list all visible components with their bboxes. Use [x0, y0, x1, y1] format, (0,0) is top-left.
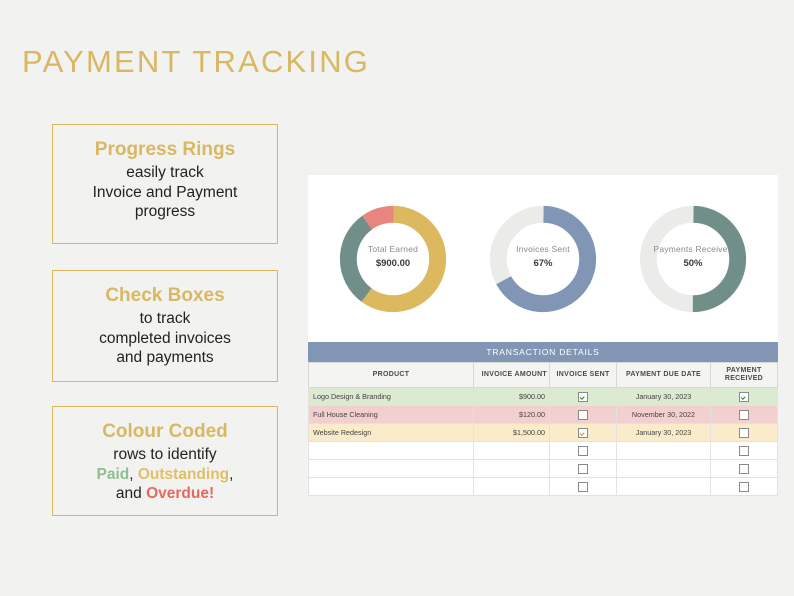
- feature-card-check-boxes: [52, 270, 278, 382]
- table-row[interactable]: [309, 478, 778, 496]
- cell-payment-received-checkbox[interactable]: [710, 460, 777, 478]
- cell-invoice-amount[interactable]: $1,500.00: [474, 424, 550, 442]
- checkbox-icon[interactable]: [578, 428, 588, 438]
- progress-rings-row: [308, 175, 778, 342]
- transactions-table: [308, 362, 778, 496]
- ring-label-total-earned: Total Earned: [367, 243, 419, 254]
- page-title: PAYMENT TRACKING: [22, 44, 371, 79]
- card-line-2: Invoice and Payment: [92, 183, 238, 201]
- legend-sep-1: ,: [129, 465, 134, 483]
- ring-value-total-earned: $900.00: [375, 257, 411, 269]
- legend-and: and: [115, 485, 142, 503]
- checkbox-icon[interactable]: [578, 482, 588, 492]
- cell-invoice-sent-checkbox[interactable]: [550, 460, 617, 478]
- column-header-payment-received: PAYMENT RECEIVED: [710, 363, 777, 388]
- cell-payment-received-checkbox[interactable]: [710, 424, 777, 442]
- checkbox-icon[interactable]: [578, 392, 588, 402]
- table-header-row: [309, 363, 778, 388]
- cell-payment-received-checkbox[interactable]: [710, 478, 777, 496]
- ring-value-invoices-sent: 67%: [533, 257, 553, 269]
- cell-payment-due-date[interactable]: [617, 442, 711, 460]
- donut-chart-total-earned: [334, 200, 452, 318]
- card-line-1: easily track: [126, 164, 204, 181]
- cell-payment-due-date[interactable]: [617, 460, 711, 478]
- cell-invoice-amount[interactable]: $120.00: [474, 406, 550, 424]
- feature-card-colour-coded: [52, 406, 278, 516]
- cell-invoice-amount[interactable]: $900.00: [474, 388, 550, 406]
- legend-outstanding: Outstanding: [137, 465, 230, 483]
- table-row[interactable]: [309, 460, 778, 478]
- checkbox-icon[interactable]: [739, 410, 749, 420]
- checkbox-icon[interactable]: [578, 464, 588, 474]
- card-line-2: completed invoices: [99, 329, 231, 347]
- cell-invoice-sent-checkbox[interactable]: [550, 424, 617, 442]
- legend-overdue: Overdue!: [146, 485, 215, 503]
- table-row[interactable]: [309, 424, 778, 442]
- cell-invoice-sent-checkbox[interactable]: [550, 442, 617, 460]
- cell-product[interactable]: [309, 442, 474, 460]
- cell-product[interactable]: [309, 478, 474, 496]
- transaction-details-title: TRANSACTION DETAILS: [308, 342, 778, 362]
- card-heading: Check Boxes: [105, 285, 225, 306]
- cell-payment-due-date[interactable]: November 30, 2022: [617, 406, 711, 424]
- cell-payment-received-checkbox[interactable]: [710, 388, 777, 406]
- ring-label-invoices-sent: Invoices Sent: [516, 243, 570, 254]
- cell-payment-received-checkbox[interactable]: [710, 442, 777, 460]
- column-header-product: PRODUCT: [309, 363, 474, 388]
- checkbox-icon[interactable]: [739, 392, 749, 402]
- donut-chart-invoices-sent: [484, 200, 602, 318]
- spreadsheet-panel: [308, 175, 778, 475]
- cell-invoice-sent-checkbox[interactable]: [550, 478, 617, 496]
- cell-invoice-amount[interactable]: [474, 478, 550, 496]
- card-heading: Progress Rings: [94, 139, 236, 160]
- cell-invoice-amount[interactable]: [474, 460, 550, 478]
- cell-invoice-sent-checkbox[interactable]: [550, 388, 617, 406]
- cell-product[interactable]: Full House Cleaning: [309, 406, 474, 424]
- checkbox-icon[interactable]: [739, 446, 749, 456]
- table-row[interactable]: [309, 406, 778, 424]
- cell-product[interactable]: [309, 460, 474, 478]
- cell-payment-received-checkbox[interactable]: [710, 406, 777, 424]
- cell-payment-due-date[interactable]: January 30, 2023: [617, 388, 711, 406]
- cell-product[interactable]: Website Redesign: [309, 424, 474, 442]
- donut-chart-payments-received: [634, 200, 752, 318]
- card-status-legend: [63, 465, 267, 485]
- legend-paid: Paid: [96, 465, 130, 483]
- checkbox-icon[interactable]: [578, 410, 588, 420]
- card-line-1: to track: [139, 310, 191, 327]
- table-body: [309, 388, 778, 496]
- checkbox-icon[interactable]: [739, 428, 749, 438]
- card-line-3: and payments: [116, 349, 214, 367]
- checkbox-icon[interactable]: [578, 446, 588, 456]
- table-row[interactable]: [309, 442, 778, 460]
- cell-invoice-sent-checkbox[interactable]: [550, 406, 617, 424]
- card-line-1: rows to identify: [113, 446, 217, 463]
- legend-sep-2: ,: [229, 465, 234, 483]
- card-status-legend-2: [63, 484, 267, 504]
- checkbox-icon[interactable]: [739, 464, 749, 474]
- cell-payment-due-date[interactable]: [617, 478, 711, 496]
- checkbox-icon[interactable]: [739, 482, 749, 492]
- table-row[interactable]: [309, 388, 778, 406]
- column-header-invoice-sent: INVOICE SENT: [550, 363, 617, 388]
- cell-product[interactable]: Logo Design & Branding: [309, 388, 474, 406]
- ring-value-payments-received: 50%: [683, 257, 703, 269]
- column-header-payment-due-date: PAYMENT DUE DATE: [617, 363, 711, 388]
- cell-payment-due-date[interactable]: January 30, 2023: [617, 424, 711, 442]
- cell-invoice-amount[interactable]: [474, 442, 550, 460]
- card-heading: Colour Coded: [102, 421, 228, 442]
- feature-card-progress-rings: [52, 124, 278, 244]
- card-line-3: progress: [134, 203, 196, 221]
- column-header-invoice-amount: INVOICE AMOUNT: [474, 363, 550, 388]
- ring-label-payments-received: Payments Received: [653, 243, 733, 254]
